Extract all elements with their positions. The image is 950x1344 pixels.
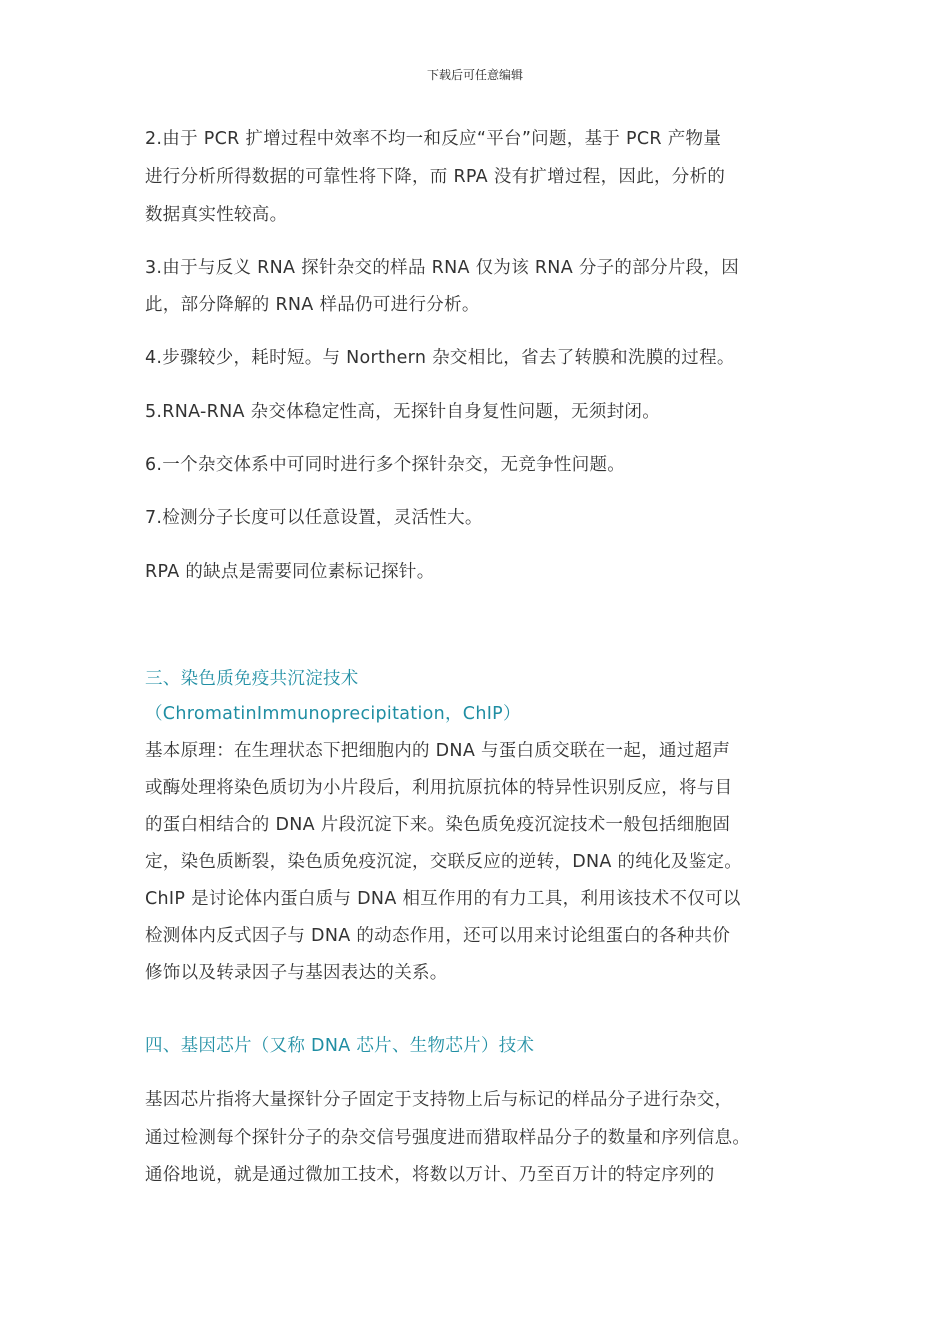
- paragraph-line: 基本原理：在生理状态下把细胞内的 DNA 与蛋白质交联在一起，通过超声: [145, 741, 731, 761]
- paragraph-line: 基因芯片指将大量探针分子固定于支持物上后与标记的样品分子进行杂交，: [145, 1090, 733, 1110]
- paragraph-line: 4.步骤较少，耗时短。与 Northern 杂交相比，省去了转膜和洗膜的过程。: [145, 348, 735, 368]
- section-3-title: 三、染色质免疫共沉淀技术: [145, 669, 359, 689]
- page-header: 下载后可任意编辑: [426, 68, 523, 82]
- paragraph-line: 或酶处理将染色质切为小片段后，利用抗原抗体的特异性识别反应，将与目: [145, 778, 733, 798]
- paragraph-line: 3.由于与反义 RNA 探针杂交的样品 RNA 仅为该 RNA 分子的部分片段，因: [145, 258, 740, 278]
- paragraph-line: 通过检测每个探针分子的杂交信号强度进而猎取样品分子的数量和序列信息。: [145, 1128, 751, 1148]
- paragraph-line: 的蛋白相结合的 DNA 片段沉淀下来。染色质免疫沉淀技术一般包括细胞固: [145, 815, 731, 835]
- paragraph-line: 定，染色质断裂，染色质免疫沉淀，交联反应的逆转，DNA 的纯化及鉴定。: [145, 852, 743, 872]
- paragraph-line: 7.检测分子长度可以任意设置，灵活性大。: [145, 508, 483, 528]
- paragraph-line: 6.一个杂交体系中可同时进行多个探针杂交，无竞争性问题。: [145, 455, 626, 475]
- section-3-subtitle: （ChromatinImmunoprecipitation，ChIP）: [145, 704, 521, 724]
- paragraph-line: 修饰以及转录因子与基因表达的关系。: [145, 963, 448, 983]
- paragraph-line: RPA 的缺点是需要同位素标记探针。: [145, 562, 435, 582]
- paragraph-line: 此，部分降解的 RNA 样品仍可进行分析。: [145, 295, 480, 315]
- paragraph-line: ChIP 是讨论体内蛋白质与 DNA 相互作用的有力工具，利用该技术不仅可以: [145, 889, 741, 909]
- paragraph-line: 5.RNA-RNA 杂交体稳定性高，无探针自身复性问题，无须封闭。: [145, 402, 661, 422]
- paragraph-line: 通俗地说，就是通过微加工技术，将数以万计、乃至百万计的特定序列的: [145, 1165, 715, 1185]
- paragraph-line: 进行分析所得数据的可靠性将下降，而 RPA 没有扩增过程，因此，分析的: [145, 167, 726, 187]
- section-4-title: 四、基因芯片（又称 DNA 芯片、生物芯片）技术: [145, 1036, 535, 1056]
- paragraph-line: 数据真实性较高。: [145, 205, 288, 225]
- paragraph-line: 2.由于 PCR 扩增过程中效率不均一和反应“平台”问题，基于 PCR 产物量: [145, 129, 722, 149]
- paragraph-line: 检测体内反式因子与 DNA 的动态作用，还可以用来讨论组蛋白的各种共价: [145, 926, 731, 946]
